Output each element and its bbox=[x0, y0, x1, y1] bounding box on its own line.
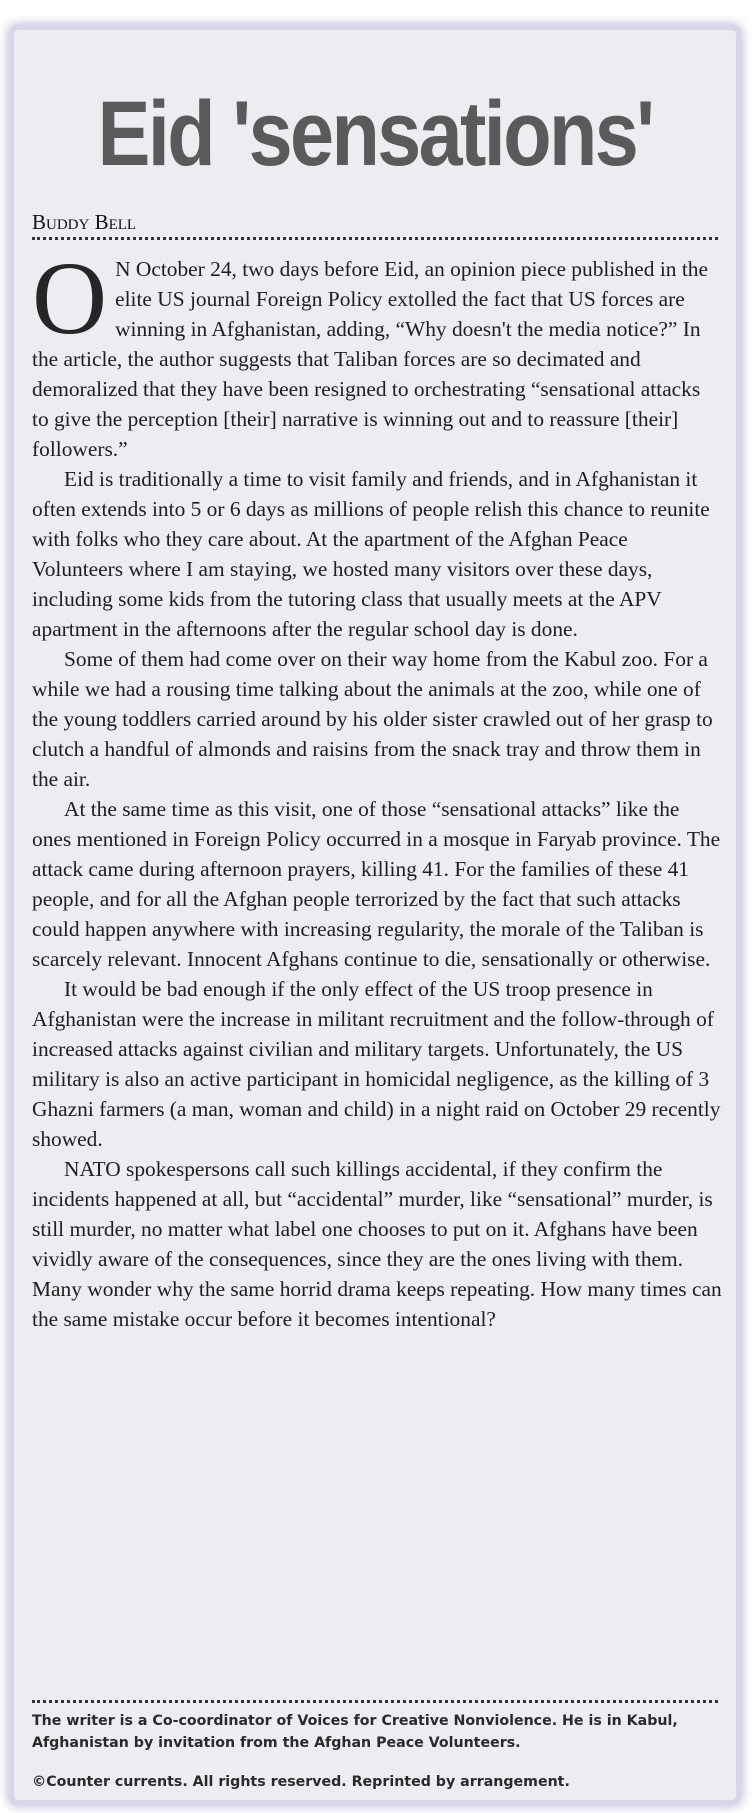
footer-divider bbox=[32, 1700, 718, 1703]
article-paragraph: At the same time as this visit, one of those “sensational attacks” like the ones mentioned in Foreign Policy occurred in a mosque in Faryab province. The attack came during afternoon prayers, killing 41. For the families of these 41 people, and for all the Afghan people terrorized by the fact that such attacks could happen anywhere with increasing regularity, the morale of the Taliban is scarcely relevant. Innocent Afghans continue to die, sensationally or otherwise. bbox=[32, 797, 721, 971]
drop-cap: O bbox=[32, 241, 108, 356]
byline-divider bbox=[32, 237, 718, 240]
article-paragraph: NATO spokespersons call such killings accidental, if they confirm the incidents happened at all, but “accidental” murder, like “sensational” murder, is still murder, no matter what label one chooses to put on it. Afghans have been vividly aware of the consequences, since they are the ones living with them. Many wonder why the same horrid drama keeps repeating. How many times can the same mistake occur before it becomes intentional? bbox=[32, 1157, 722, 1331]
article-paragraph bbox=[32, 241, 722, 464]
article-paragraph: Eid is traditionally a time to visit family and friends, and in Afghanistan it often extends into 5 or 6 days as millions of people relish this chance to reunite with folks who they care about. At the apartment of the Afghan Peace Volunteers where I am staying, we hosted many visitors over these days, including some kids from the tutoring class that usually meets at the APV apartment in the afternoons after the regular school day is done. bbox=[32, 467, 710, 641]
copyright-notice: ©Counter currents. All rights reserved. Reprinted by arrangement. bbox=[32, 1774, 570, 1790]
article-paragraph: Some of them had come over on their way home from the Kabul zoo. For a while we had a rousing time talking about the animals at the zoo, while one of the young toddlers carried around by his older sister crawled out of her grasp to clutch a handful of almonds and raisins from the snack tray and throw them in the air. bbox=[32, 647, 713, 791]
article-panel bbox=[14, 30, 736, 1800]
article-paragraph: It would be bad enough if the only effect of the US troop presence in Afghanistan were the increase in militant recruitment and the follow-through of increased attacks against civilian and military targets. Unfortunately, the US military is also an active participant in homicidal negligence, as the killing of 3 Ghazni farmers (a man, woman and child) in a night raid on October 29 recently showed. bbox=[32, 977, 721, 1151]
article-body bbox=[32, 241, 722, 1334]
article-title: Eid 'sensations' bbox=[97, 83, 653, 185]
author-note: The writer is a Co-coordinator of Voices for Creative Nonviolence. He is in Kabul, Afghanistan by invitation from the Afghan Peace Volunteers. bbox=[32, 1713, 678, 1751]
author-byline: Buddy Bell bbox=[32, 210, 137, 234]
paragraph-text: N October 24, two days before Eid, an opinion piece published in the elite US journal Foreign Policy extolled the fact that US forces are winning in Afghanistan, adding, “Why doesn't the media notice?” In the article, the author suggests that Taliban forces are so decimated and demoralized that they have been resigned to orchestrating “sensational attacks to give the perception [their] narrative is winning out and to reassure [their] followers.” bbox=[32, 257, 708, 461]
